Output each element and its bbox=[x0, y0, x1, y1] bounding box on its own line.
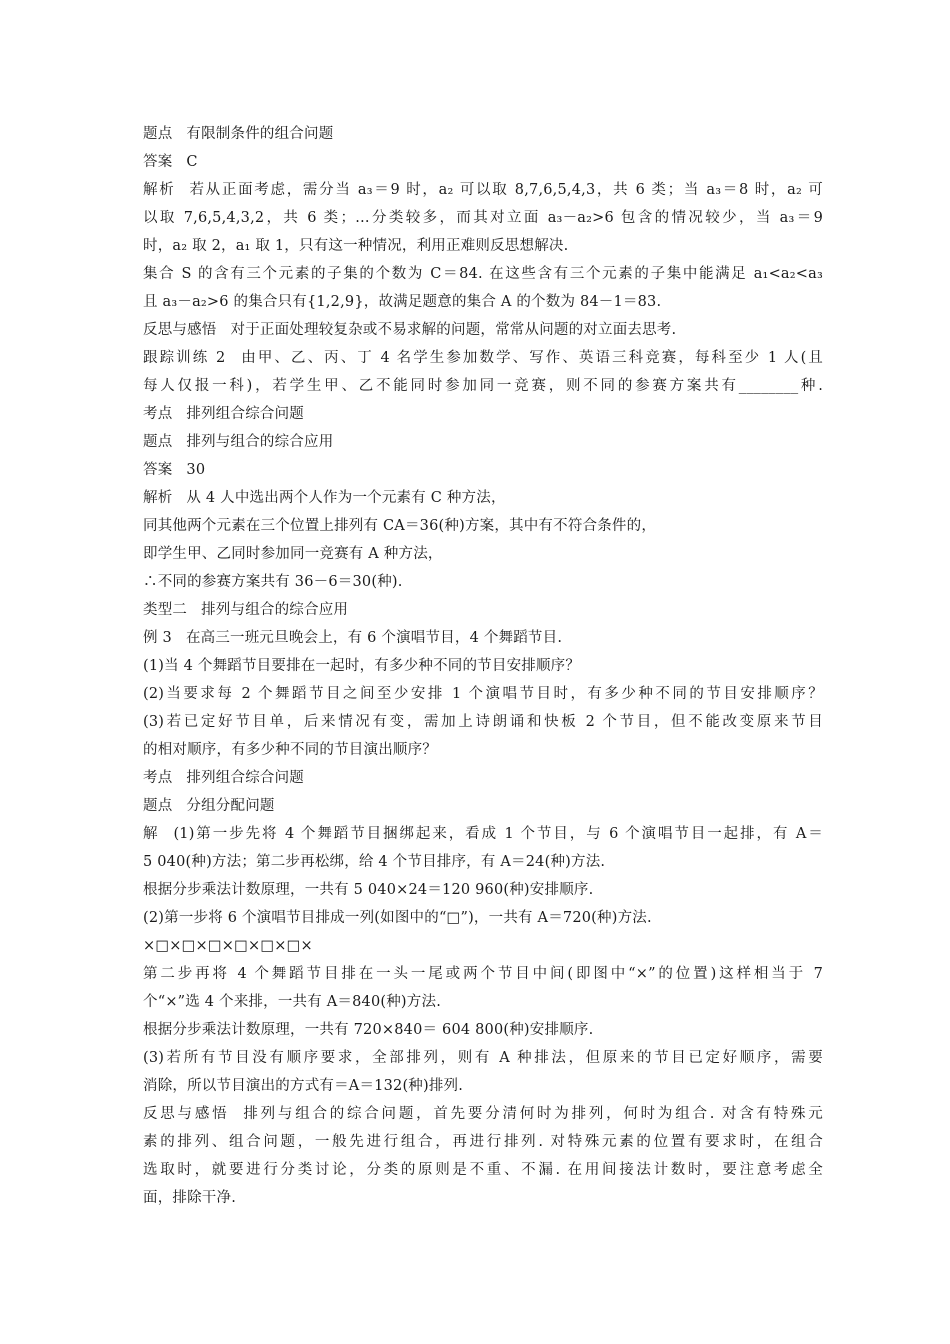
line-text: 且 a₃－a₂>6 的集合只有{1,2,9}，故满足题意的集合 A 的个数为 84－1＝83. bbox=[143, 294, 662, 310]
line-text: 第二步再将 4 个舞蹈节目排在一头一尾或两个节目中间(即图中“×”的位置)这样相当于 7 bbox=[143, 966, 823, 982]
line-text: 排列组合综合问题 bbox=[186, 406, 305, 422]
text-line bbox=[143, 988, 823, 1016]
text-line bbox=[143, 568, 823, 596]
text-line bbox=[143, 512, 823, 540]
text-line bbox=[143, 148, 823, 176]
text-line bbox=[143, 624, 823, 652]
line-text: 的相对顺序，有多少种不同的节目演出顺序？ bbox=[143, 742, 437, 758]
line-text: ∴不同的参赛方案共有 36－6＝30(种). bbox=[143, 574, 403, 590]
text-line bbox=[143, 428, 823, 456]
document-body bbox=[143, 120, 823, 1212]
line-text: 个“×”选 4 个来排，一共有 A＝840(种)方法. bbox=[143, 994, 441, 1010]
text-line bbox=[143, 1128, 823, 1156]
line-label: 答案 bbox=[143, 154, 173, 170]
text-line bbox=[143, 932, 823, 960]
text-line bbox=[143, 316, 823, 344]
text-line bbox=[143, 1072, 823, 1100]
line-label: 题点 bbox=[143, 798, 173, 814]
text-line bbox=[143, 708, 823, 736]
line-text: 每人仅报一科)，若学生甲、乙不能同时参加同一竞赛，则不同的参赛方案共有________种. bbox=[143, 378, 823, 394]
line-label: 考点 bbox=[143, 406, 173, 422]
line-text: 选取时，就要进行分类讨论，分类的原则是不重、不漏. 在用间接法计数时，要注意考虑全 bbox=[143, 1162, 823, 1178]
line-text: 若从正面考虑，需分当 a₃＝9 时，a₂ 可以取 8,7,6,5,4,3，共 6 类；当 a₃＝8 时，a₂ 可 bbox=[189, 182, 823, 198]
line-label: 解 bbox=[143, 826, 160, 842]
line-text: 集合 S 的含有三个元素的子集的个数为 C＝84. 在这些含有三个元素的子集中能满足 a₁<a₂<a₃ bbox=[143, 266, 823, 282]
line-label: 题点 bbox=[143, 126, 173, 142]
line-text: 在高三一班元旦晚会上，有 6 个演唱节目，4 个舞蹈节目. bbox=[185, 630, 563, 646]
text-line bbox=[143, 596, 823, 624]
text-line bbox=[143, 904, 823, 932]
line-text: C bbox=[186, 154, 198, 170]
line-text: (2)第一步将 6 个演唱节目排成一列(如图中的“□”)，一共有 A＝720(种)方法. bbox=[143, 910, 652, 926]
line-text: 对于正面处理较复杂或不易求解的问题，常常从问题的对立面去思考. bbox=[230, 322, 677, 338]
text-line bbox=[143, 876, 823, 904]
text-line bbox=[143, 1100, 823, 1128]
text-line bbox=[143, 540, 823, 568]
text-line bbox=[143, 1016, 823, 1044]
line-text: (1)当 4 个舞蹈节目要排在一起时，有多少种不同的节目安排顺序？ bbox=[143, 658, 581, 674]
line-label: 反思与感悟 bbox=[143, 322, 217, 338]
text-line bbox=[143, 204, 823, 232]
line-text: 排列与组合的综合问题，首先要分清何时为排列，何时为组合. 对含有特殊元 bbox=[243, 1106, 824, 1122]
text-line bbox=[143, 232, 823, 260]
line-text: ×□×□×□×□×□×□× bbox=[143, 938, 313, 954]
text-line bbox=[143, 848, 823, 876]
line-text: 即学生甲、乙同时参加同一竞赛有 A 种方法， bbox=[143, 546, 443, 562]
text-line bbox=[143, 344, 823, 372]
line-text: (3)若所有节目没有顺序要求，全部排列，则有 A 种排法，但原来的节目已定好顺序，需要 bbox=[143, 1050, 823, 1066]
text-line bbox=[143, 652, 823, 680]
text-line bbox=[143, 260, 823, 288]
line-label: 解析 bbox=[143, 490, 173, 506]
text-line bbox=[143, 820, 823, 848]
text-line bbox=[143, 960, 823, 988]
line-text: 排列与组合的综合应用 bbox=[186, 434, 334, 450]
line-text: 以取 7,6,5,4,3,2，共 6 类；…分类较多，而其对立面 a₃－a₂>6 包含的情况较少，当 a₃＝9 bbox=[143, 210, 823, 226]
text-line bbox=[143, 288, 823, 316]
text-line bbox=[143, 456, 823, 484]
line-text: 从 4 人中选出两个人作为一个元素有 C 种方法， bbox=[186, 490, 506, 506]
line-text: 消除，所以节目演出的方式有＝A＝132(种)排列. bbox=[143, 1078, 464, 1094]
line-text: 分组分配问题 bbox=[186, 798, 275, 814]
line-text: (1)第一步先将 4 个舞蹈节目捆绑起来，看成 1 个节目，与 6 个演唱节目一起排，有 A＝ bbox=[173, 826, 823, 842]
line-text: 根据分步乘法计数原理，一共有 720×840＝ 604 800(种)安排顺序. bbox=[143, 1022, 594, 1038]
text-line bbox=[143, 176, 823, 204]
line-label: 反思与感悟 bbox=[143, 1106, 230, 1122]
line-label: 考点 bbox=[143, 770, 173, 786]
text-line bbox=[143, 120, 823, 148]
line-text: 根据分步乘法计数原理，一共有 5 040×24＝120 960(种)安排顺序. bbox=[143, 882, 594, 898]
line-text: 5 040(种)方法；第二步再松绑，给 4 个节目排序，有 A＝24(种)方法. bbox=[143, 854, 606, 870]
text-line bbox=[143, 400, 823, 428]
line-text: 30 bbox=[186, 462, 206, 478]
line-text: 素的排列、组合问题，一般先进行组合，再进行排列. 对特殊元素的位置有要求时，在组合 bbox=[143, 1134, 823, 1150]
text-line bbox=[143, 1044, 823, 1072]
text-line bbox=[143, 1184, 823, 1212]
text-line bbox=[143, 484, 823, 512]
line-label: 解析 bbox=[143, 182, 176, 198]
text-line bbox=[143, 736, 823, 764]
line-text: (2)当要求每 2 个舞蹈节目之间至少安排 1 个演唱节目时，有多少种不同的节目安排顺序？ bbox=[143, 686, 823, 702]
line-text: (3)若已定好节目单，后来情况有变，需加上诗朗诵和快板 2 个节目，但不能改变原来节目 bbox=[143, 714, 823, 730]
line-text: 同其他两个元素在三个位置上排列有 CA＝36(种)方案，其中有不符合条件的， bbox=[143, 518, 657, 534]
line-text: 时，a₂ 取 2，a₁ 取 1，只有这一种情况，利用正难则反思想解决. bbox=[143, 238, 569, 254]
line-text: 由甲、乙、丙、丁 4 名学生参加数学、写作、英语三科竞赛，每科至少 1 人(且 bbox=[239, 350, 823, 366]
line-label: 例 3 bbox=[143, 630, 172, 646]
text-line bbox=[143, 792, 823, 820]
line-label: 答案 bbox=[143, 462, 173, 478]
line-text: 排列组合综合问题 bbox=[186, 770, 305, 786]
line-text: 面，排除干净. bbox=[143, 1190, 237, 1206]
text-line bbox=[143, 680, 823, 708]
line-label: 跟踪训练 2 bbox=[143, 350, 226, 366]
line-label: 类型二 bbox=[143, 602, 188, 618]
line-text: 有限制条件的组合问题 bbox=[186, 126, 334, 142]
text-line bbox=[143, 1156, 823, 1184]
line-label: 题点 bbox=[143, 434, 173, 450]
text-line bbox=[143, 764, 823, 792]
line-text: 排列与组合的综合应用 bbox=[201, 602, 349, 618]
text-line bbox=[143, 372, 823, 400]
